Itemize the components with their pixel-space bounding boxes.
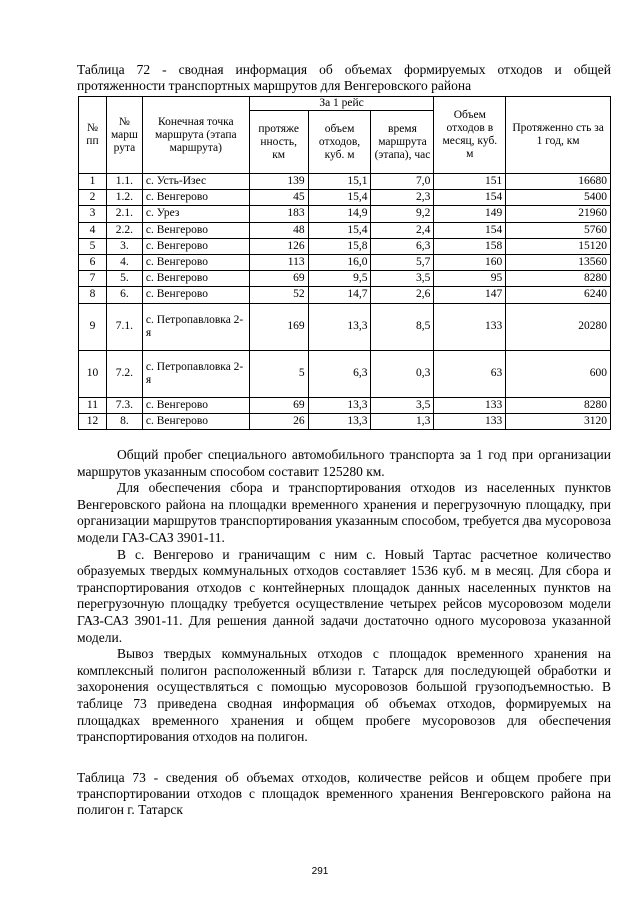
cell-route: 7.1. — [106, 303, 142, 350]
cell-volume-trip: 13,3 — [308, 303, 371, 350]
cell-volume-month: 95 — [434, 271, 506, 287]
cell-volume-trip: 15,1 — [308, 174, 371, 190]
cell-length: 113 — [249, 254, 308, 270]
cell-length-year: 20280 — [506, 303, 611, 350]
cell-endpoint: с. Венгерово — [142, 238, 249, 254]
cell-volume-month: 133 — [434, 303, 506, 350]
cell-volume-month: 151 — [434, 174, 506, 190]
header-volume-trip: объем отходов, куб. м — [308, 111, 371, 174]
table-row — [79, 254, 611, 270]
cell-length-year: 21960 — [506, 206, 611, 222]
cell-endpoint: с. Венгерово — [142, 190, 249, 206]
cell-num: 5 — [79, 238, 107, 254]
cell-length: 48 — [249, 222, 308, 238]
table-row — [79, 303, 611, 350]
cell-route: 1.2. — [106, 190, 142, 206]
cell-route: 7.2. — [106, 350, 142, 397]
cell-volume-month: 133 — [434, 413, 506, 429]
paragraph: Вывоз твердых коммунальных отходов с площадок временного хранения на комплексный полигон расположенный вблизи г. Татарск для последующей обработки и захоронения осуществляться с помощью мусоровозов большой грузоподъемностью. В таблице 73 приведена сводная информация об объемах отходов, формируемых на площадках временного хранения и общем пробеге мусоровозов для обеспечения транспортирования отходов на полигон. — [77, 646, 611, 745]
table-row — [79, 271, 611, 287]
cell-volume-trip: 14,9 — [308, 206, 371, 222]
cell-route: 4. — [106, 254, 142, 270]
table-row — [79, 413, 611, 429]
cell-volume-trip: 15,4 — [308, 190, 371, 206]
cell-volume-trip: 15,8 — [308, 238, 371, 254]
header-per-trip: За 1 рейс — [249, 97, 434, 111]
cell-time: 2,6 — [371, 287, 434, 303]
cell-length-year: 5400 — [506, 190, 611, 206]
paragraph: В с. Венгерово и граничащим с ним с. Новый Тартас расчетное количество образуемых твердых коммунальных отходов составляет 1536 куб. м в месяц. Для сбора и транспортирования отходов с контейнерных площадок данных населенных пунктов на перегрузочную площадку требуется осуществление четырех рейсов мусоровозом модели ГАЗ-САЗ 3901-11. Для решения данной задачи достаточно одного мусоровоза указанной модели. — [77, 546, 611, 645]
cell-endpoint: с. Венгерово — [142, 222, 249, 238]
header-route-number: № марш рута — [106, 97, 142, 174]
cell-num: 2 — [79, 190, 107, 206]
cell-time: 5,7 — [371, 254, 434, 270]
cell-length: 126 — [249, 238, 308, 254]
header-endpoint: Конечная точка маршрута (этапа маршрута) — [142, 97, 249, 174]
cell-time: 0,3 — [371, 350, 434, 397]
page-number: 291 — [311, 866, 329, 877]
cell-length: 169 — [249, 303, 308, 350]
cell-time: 1,3 — [371, 413, 434, 429]
cell-endpoint: с. Венгерово — [142, 413, 249, 429]
header-num: № пп — [79, 97, 107, 174]
cell-route: 3. — [106, 238, 142, 254]
cell-volume-month: 158 — [434, 238, 506, 254]
cell-time: 6,3 — [371, 238, 434, 254]
cell-volume-month: 154 — [434, 190, 506, 206]
cell-num: 4 — [79, 222, 107, 238]
cell-endpoint: с. Урез — [142, 206, 249, 222]
cell-time: 2,4 — [371, 222, 434, 238]
cell-route: 8. — [106, 413, 142, 429]
table-row — [79, 238, 611, 254]
cell-length: 183 — [249, 206, 308, 222]
cell-time: 7,0 — [371, 174, 434, 190]
table-row — [79, 190, 611, 206]
table-row — [79, 287, 611, 303]
cell-endpoint: с. Венгерово — [142, 254, 249, 270]
cell-length: 45 — [249, 190, 308, 206]
header-volume-month: Объем отходов в месяц, куб. м — [434, 97, 506, 174]
cell-length-year: 8280 — [506, 271, 611, 287]
header-length-year: Протяженно сть за 1 год, км — [506, 97, 611, 174]
cell-volume-trip: 13,3 — [308, 397, 371, 413]
cell-volume-trip: 13,3 — [308, 413, 371, 429]
cell-length: 69 — [249, 397, 308, 413]
cell-num: 3 — [79, 206, 107, 222]
routes-table-body — [79, 174, 611, 430]
table-row — [79, 350, 611, 397]
cell-num: 6 — [79, 254, 107, 270]
cell-length-year: 8280 — [506, 397, 611, 413]
routes-table — [78, 96, 611, 430]
cell-length: 52 — [249, 287, 308, 303]
cell-length-year: 13560 — [506, 254, 611, 270]
paragraph: Для обеспечения сбора и транспортирования отходов из населенных пунктов Венгеровского района на площадки временного хранения и перегрузочную площадку, при организации маршрутов транспортирования указанным способом, требуется два мусоровоза модели ГАЗ-САЗ 3901-11. — [77, 480, 611, 545]
table-row — [79, 397, 611, 413]
cell-endpoint: с. Венгерово — [142, 397, 249, 413]
table-72-caption: Таблица 72 - сводная информация об объемах формируемых отходов и общей протяженности транспортных маршрутов для Венгеровского района — [77, 62, 611, 93]
cell-length-year: 3120 — [506, 413, 611, 429]
cell-num: 9 — [79, 303, 107, 350]
cell-num: 12 — [79, 413, 107, 429]
cell-route: 2.1. — [106, 206, 142, 222]
cell-volume-trip: 15,4 — [308, 222, 371, 238]
cell-time: 9,2 — [371, 206, 434, 222]
cell-volume-month: 147 — [434, 287, 506, 303]
cell-length: 69 — [249, 271, 308, 287]
cell-route: 5. — [106, 271, 142, 287]
paragraph: Общий пробег специального автомобильного транспорта за 1 год при организации маршрутов указанным способом составит 125280 км. — [77, 447, 611, 479]
cell-volume-month: 149 — [434, 206, 506, 222]
cell-time: 2,3 — [371, 190, 434, 206]
cell-endpoint: с. Венгерово — [142, 287, 249, 303]
body-text — [77, 447, 611, 746]
cell-endpoint: с. Усть-Изес — [142, 174, 249, 190]
cell-time: 3,5 — [371, 271, 434, 287]
cell-num: 11 — [79, 397, 107, 413]
cell-endpoint: с. Венгерово — [142, 271, 249, 287]
cell-route: 2.2. — [106, 222, 142, 238]
cell-volume-trip: 14,7 — [308, 287, 371, 303]
cell-time: 8,5 — [371, 303, 434, 350]
cell-num: 8 — [79, 287, 107, 303]
table-73-caption: Таблица 73 - сведения об объемах отходов, количестве рейсов и общем пробеге при транспортировании отходов с площадок временного хранения Венгеровского района на полигон г. Татарск — [77, 770, 611, 817]
cell-num: 10 — [79, 350, 107, 397]
header-length: протяже нность, км — [249, 111, 308, 174]
cell-volume-month: 160 — [434, 254, 506, 270]
cell-length-year: 16680 — [506, 174, 611, 190]
table-row — [79, 206, 611, 222]
cell-volume-month: 154 — [434, 222, 506, 238]
cell-endpoint: с. Петропавловка 2-я — [142, 350, 249, 397]
cell-endpoint: с. Петропавловка 2-я — [142, 303, 249, 350]
cell-volume-trip: 6,3 — [308, 350, 371, 397]
cell-num: 1 — [79, 174, 107, 190]
cell-time: 3,5 — [371, 397, 434, 413]
cell-volume-month: 133 — [434, 397, 506, 413]
cell-length: 5 — [249, 350, 308, 397]
cell-route: 7.3. — [106, 397, 142, 413]
cell-volume-month: 63 — [434, 350, 506, 397]
cell-route: 6. — [106, 287, 142, 303]
cell-route: 1.1. — [106, 174, 142, 190]
cell-length-year: 15120 — [506, 238, 611, 254]
cell-length-year: 600 — [506, 350, 611, 397]
cell-length: 26 — [249, 413, 308, 429]
cell-length: 139 — [249, 174, 308, 190]
header-time: время маршрута (этапа), час — [371, 111, 434, 174]
cell-volume-trip: 16,0 — [308, 254, 371, 270]
cell-length-year: 6240 — [506, 287, 611, 303]
cell-num: 7 — [79, 271, 107, 287]
table-row — [79, 174, 611, 190]
cell-length-year: 5760 — [506, 222, 611, 238]
cell-volume-trip: 9,5 — [308, 271, 371, 287]
table-row — [79, 222, 611, 238]
